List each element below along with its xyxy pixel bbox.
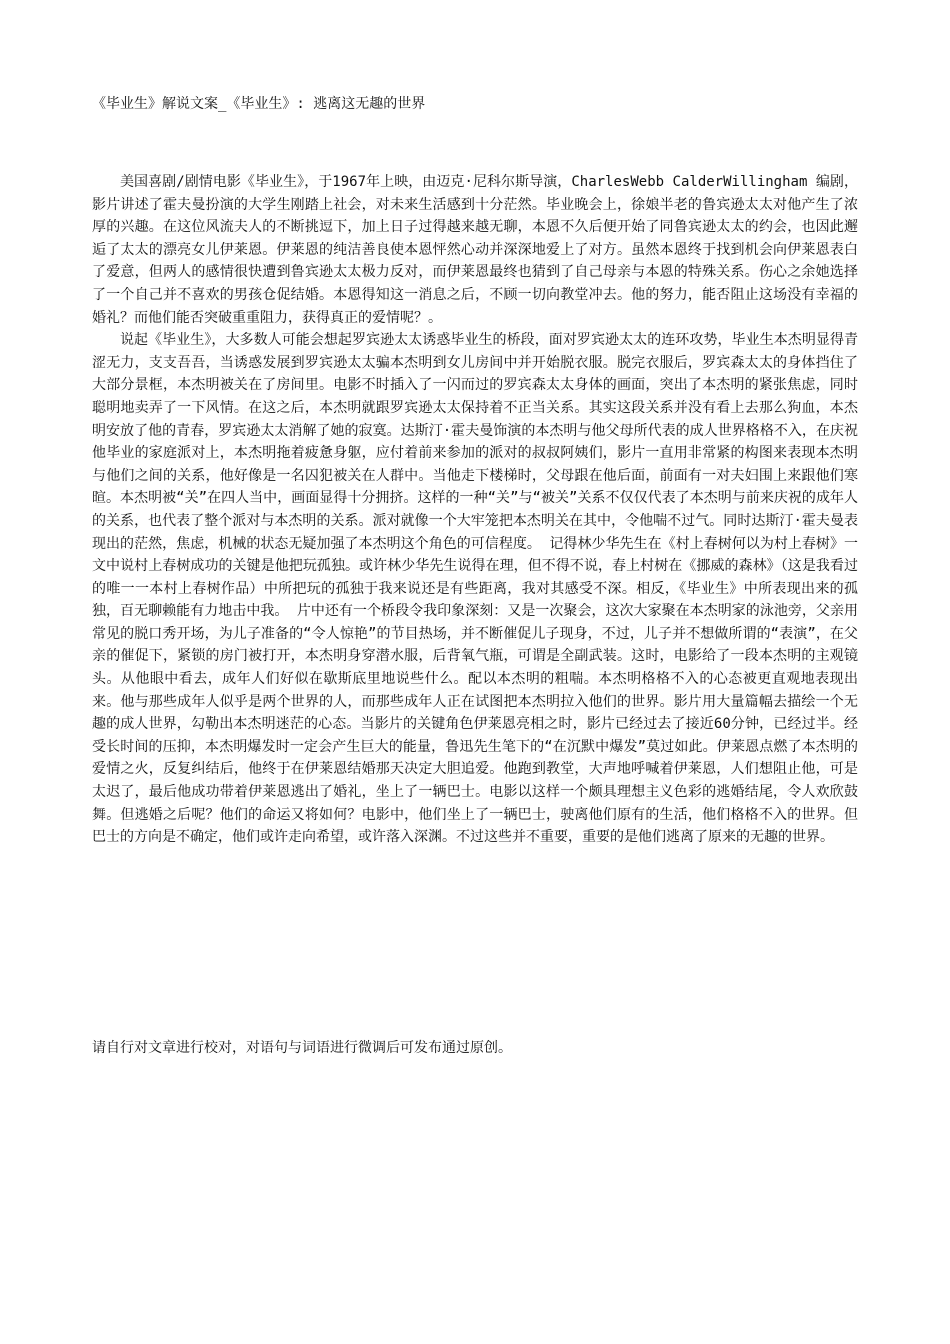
document-title: 《毕业生》解说文案_《毕业生》: 逃离这无趣的世界 [92, 96, 426, 112]
paragraph-review: 说起《毕业生》，大多数人可能会想起罗宾逊太太诱惑毕业生的桥段，面对罗宾逊太太的连环攻势，毕业生本杰明显得青涩无力，支支吾吾，当诱惑发展到罗宾逊太太骗本杰明到女儿房间中并开始脱衣服。脱完衣服后，罗宾森太太的身体挡住了大部分景框，本杰明被关在了房间里。电影不时插入了一闪而过的罗宾森太太身体的画面，突出了本杰明的紧张焦虑，同时聪明地卖弄了一下风情。在这之后，本杰明就跟罗宾逊太太保持着不正当关系。其实这段关系并没有看上去那么狗血，本杰明安放了他的青春，罗宾逊太太消解了她的寂寞。达斯汀·霍夫曼饰演的本杰明与他父母所代表的成人世界格格不入，在庆祝他毕业的家庭派对上，本杰明拖着疲惫身躯，应付着前来参加的派对的叔叔阿姨们，影片一直用非常紧的构图来表现本杰明与他们之间的关系，他好像是一名囚犯被关在人群中。当他走下楼梯时，父母跟在他后面，前面有一对夫妇围上来跟他们寒暄。本杰明被“关”在四人当中，画面显得十分拥挤。这样的一种“关”与“被关”关系不仅仅代表了本杰明与前来庆祝的成年人的关系，也代表了整个派对与本杰明的关系。派对就像一个大牢笼把本杰明关在其中，令他喘不过气。同时达斯汀·霍夫曼表现出的茫然，焦虑，机械的状态无疑加强了本杰明这个角色的可信程度。 记得林少华先生在《村上春树何以为村上春树》一文中说村上春树成功的关键是他把玩孤独。或许林少华先生说得在理，但不得不说，春上村树在《挪威的森林》（这是我看过的唯一一本村上春树作品）中所把玩的孤独于我来说还是有些距离，我对其感受不深。相反，《毕业生》中所表现出来的孤独，百无聊赖能有力地击中我。 片中还有一个桥段令我印象深刻：又是一次聚会，这次大家聚在本杰明家的泳池旁，父亲用常见的脱口秀开场，为儿子准备的“令人惊艳”的节目热场，并不断催促儿子现身，不过，儿子并不想做所谓的“表演”，在父亲的催促下，紧锁的房门被打开，本杰明身穿潜水服，后背氧气瓶，可谓是全副武装。这时，电影给了一段本杰明的主观镜头。从他眼中看去，成年人们好似在歇斯底里地说些什么。配以本杰明的粗喘。本杰明格格不入的心态被更直观地表现出来。他与那些成年人似乎是两个世界的人，而那些成年人正在试图把本杰明拉入他们的世界。影片用大量篇幅去描绘一个无趣的成人世界，勾勒出本杰明迷茫的心态。当影片的关键角色伊莱恩亮相之时，影片已经过去了接近60分钟，已经过半。经受长时间的压抑，本杰明爆发时一定会产生巨大的能量，鲁迅先生笔下的“在沉默中爆发”莫过如此。伊莱恩点燃了本杰明的爱情之火，反复纠结后，他终于在伊莱恩结婚那天决定大胆追爱。他跑到教堂，大声地呼喊着伊莱恩，人们想阻止他，可是太迟了，最后他成功带着伊莱恩逃出了婚礼，坐上了一辆巴士。电影以这样一个颇具理想主义色彩的逃婚结尾，令人欢欣鼓舞。但逃婚之后呢？他们的命运又将如何？电影中，他们坐上了一辆巴士，驶离他们原有的生活，他们格格不入的世界。但巴士的方向是不确定，他们或许走向希望，或许落入深渊。不过这些并不重要，重要的是他们逃离了原来的无趣的世界。 [92, 332, 858, 846]
document-footer-note: 请自行对文章进行校对，对语句与词语进行微调后可发布通过原创。 [92, 1040, 512, 1056]
document-body [92, 171, 858, 849]
paragraph-intro: 美国喜剧/剧情电影《毕业生》，于1967年上映，由迈克·尼科尔斯导演，CharlesWebb CalderWillingham 编剧，影片讲述了霍夫曼扮演的大学生刚踏上社会，对未来生活感到十分茫然。毕业晚会上，徐娘半老的鲁宾逊太太对他产生了浓厚的兴趣。在这位风流夫人的不断挑逗下，加上日子过得越来越无聊，本恩不久后便开始了同鲁宾逊太太的约会，也因此邂逅了太太的漂亮女儿伊莱恩。伊莱恩的纯洁善良使本恩怦然心动并深深地爱上了对方。虽然本恩终于找到机会向伊莱恩表白了爱意，但两人的感情很快遭到鲁宾逊太太极力反对，而伊莱恩最终也猜到了自己母亲与本恩的特殊关系。伤心之余她选择了一个自己并不喜欢的男孩仓促结婚。本恩得知这一消息之后，不顾一切向教堂冲去。他的努力，能否阻止这场没有幸福的婚礼？而他们能否突破重重阻力，获得真正的爱情呢？。 [92, 174, 858, 326]
